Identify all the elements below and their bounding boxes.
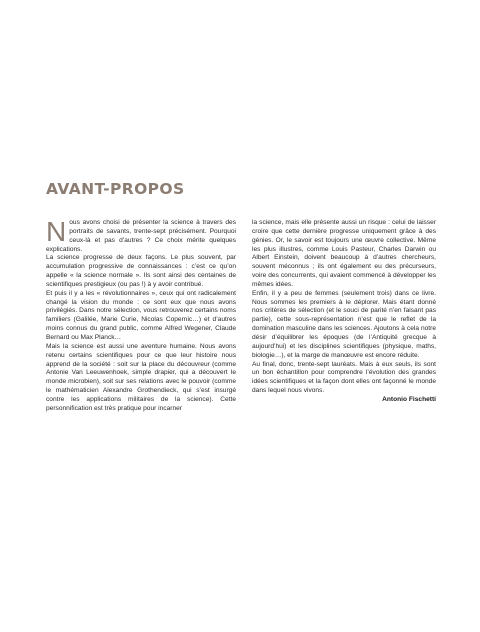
paragraph-text: ous avons choisi de présenter la science à travers des portraits de savants, trente-sept précisément. Pourquoi ceux-là et pas d’autres ? Ce choix mérite quelques explications. bbox=[46, 219, 236, 253]
author-signature: Antonio Fischetti bbox=[382, 395, 436, 403]
right-column bbox=[252, 219, 436, 405]
paragraph: La science progresse de deux façons. Le plus souvent, par accumulation progressive de connaissances : c’est ce qu’on appelle « la science normale ». Ils sont ainsi des centaines de scientifiques prestigieux (ou pas !) à y avoir contribué. bbox=[46, 254, 236, 288]
paragraph bbox=[46, 216, 236, 254]
page-title: AVANT-PROPOS bbox=[46, 180, 185, 198]
drop-cap: N bbox=[46, 216, 67, 247]
paragraph: Mais la science est aussi une aventure humaine. Nous avons retenu certains scientifiques pour ce que leur histoire nous apprend de la société : soit sur la place du découvreur (comme Antonie Van Leeuwenhoek, simple drapier, qui a découvert le monde microbien), soit sur ses relations avec le pouvoir (comme le mathématicien Alexandre Grothendieck, qui s’est insurgé contre les applications militaires de la science). Cette personnification est très pratique pour incarner bbox=[46, 342, 236, 412]
paragraph: Enfin, il y a peu de femmes (seulement trois) dans ce livre. Nous sommes les premiers à le déplorer. Mais étant donné nos critères de sélection (et le souci de parité n’en faisant pas partie), cette sous-représentation n’est que le reflet de la domination masculine dans les sciences. Ajoutons à cela notre désir d’équilibrer les époques (de l’Antiquité grecque à aujourd’hui) et les disciplines scientifiques (physique, maths, biologie…), et la marge de manœuvre est encore réduite. bbox=[252, 289, 436, 359]
left-column bbox=[46, 216, 236, 414]
paragraph: Au final, donc, trente-sept lauréats. Mais à eux seuls, ils sont un bon échantillon pour comprendre l’évolution des grandes idées scientifiques et la façon dont elles ont façonné le monde dans lequel nous vivons. bbox=[252, 360, 436, 395]
paragraph: Et puis il y a les « révolutionnaires », ceux qui ont radicalement changé la vision du monde : ce sont eux que nous avons privilégiés. Dans notre sélection, vous retrouverez certains noms familiers (Galilée, Marie Curie, Nicolas Copernic…) et d’autres moins connus du grand public, comme Alfred Wegener, Claude Bernard ou Max Planck… bbox=[46, 289, 236, 341]
paragraph: la science, mais elle présente aussi un risque : celui de laisser croire que cette dernière progresse uniquement grâce à des génies. Or, le savoir est toujours une œuvre collective. Même les plus illustres, comme Louis Pasteur, Charles Darwin ou Albert Einstein, doivent beaucoup à d’autres chercheurs, souvent méconnus ; ils ont également eu des précurseurs, voire des concurrents, qui avaient commencé à développer les mêmes idées. bbox=[252, 219, 436, 288]
